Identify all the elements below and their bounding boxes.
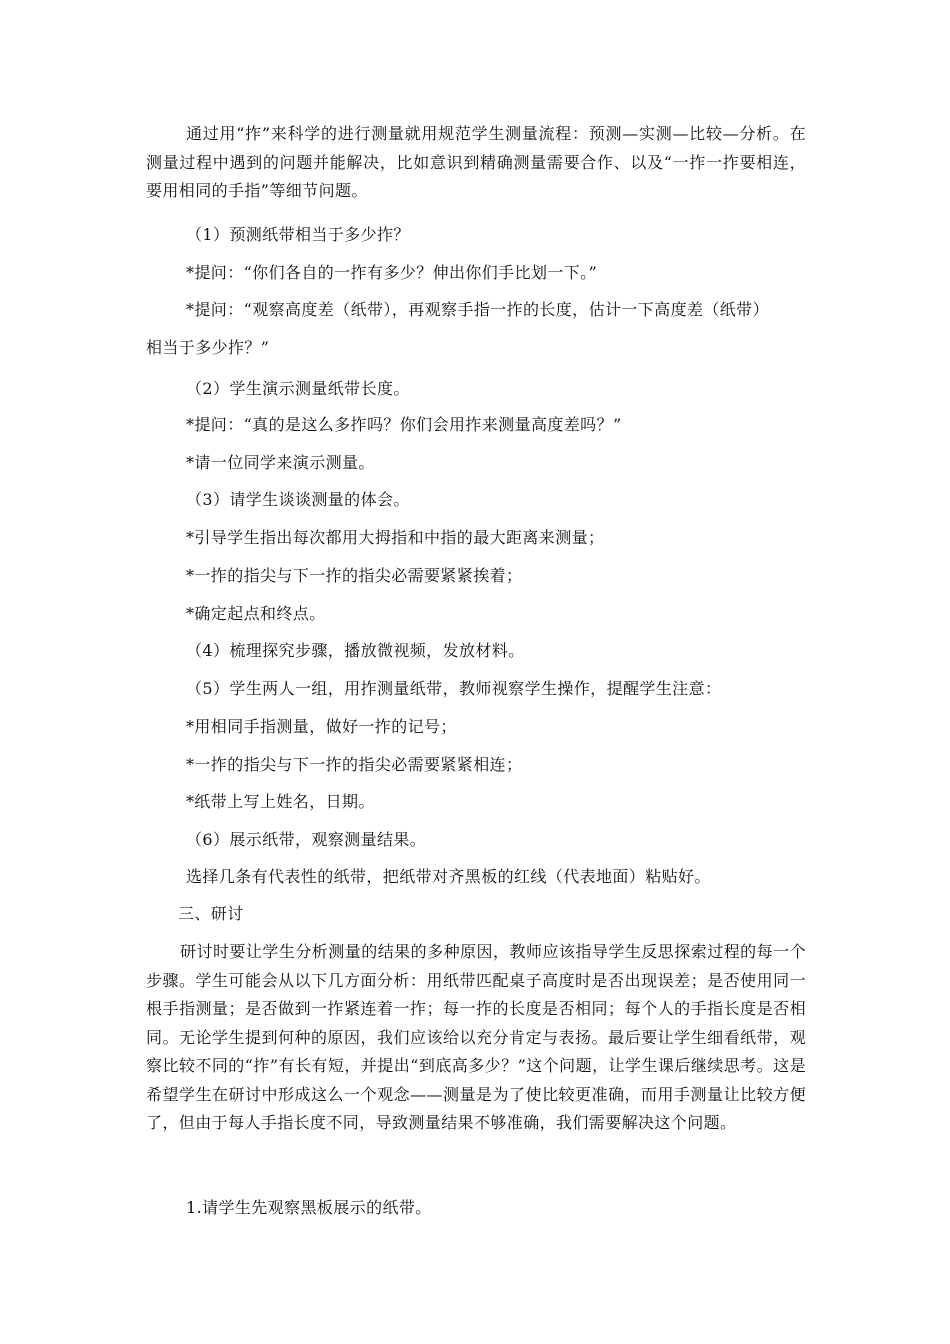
step-4: （4）梳理探究步骤，播放微视频，发放材料。 bbox=[186, 641, 525, 660]
section-3-heading: 三、研讨 bbox=[178, 904, 244, 923]
step-1: （1）预测纸带相当于多少拃？ bbox=[186, 225, 410, 244]
note-2: *一拃的指尖与下一拃的指尖必需要紧紧相连； bbox=[186, 755, 523, 774]
question-1: *提问：“你们各自的一拃有多少？伸出你们手比划一下。” bbox=[186, 263, 598, 282]
select-instruction: 选择几条有代表性的纸带，把纸带对齐黑板的红线（代表地面）粘贴好。 bbox=[186, 867, 711, 886]
note-1: *用相同手指测量，做好一拃的记号； bbox=[186, 717, 457, 736]
guide-1: *引导学生指出每次都用大拇指和中指的最大距离来测量； bbox=[186, 528, 605, 547]
demo-instruction: *请一位同学来演示测量。 bbox=[186, 453, 375, 472]
item-1: 1.请学生先观察黑板展示的纸带。 bbox=[186, 1198, 432, 1217]
question-3: *提问：“真的是这么多拃吗？你们会用拃来测量高度差吗？” bbox=[186, 415, 622, 434]
question-2-line-2: 相当于多少拃？” bbox=[146, 338, 270, 357]
step-2: （2）学生演示测量纸带长度。 bbox=[186, 379, 410, 398]
discussion-paragraph: 研讨时要让学生分析测量的结果的多种原因，教师应该指导学生反思探索过程的每一个步骤。学生可能会从以下几方面分析：用纸带匹配桌子高度时是否出现误差；是否使用同一根手指测量；是否做到一拃紧连着一拃；每一拃的长度是否相同；每个人的手指长度是否相同。无论学生提到何种的原因，我们应该给以充分肯定与表扬。最后要让学生细看纸带，观察比较不同的“拃”有长有短，并提出“到底高多少？”这个问题，让学生课后继续思考。这是希望学生在研讨中形成这么一个观念——测量是为了使比较更准确，而用手测量让比较方便了，但由于每人手指长度不同，导致测量结果不够准确，我们需要解决这个问题。 bbox=[146, 942, 806, 1132]
step-3: （3）请学生谈谈测量的体会。 bbox=[186, 490, 410, 509]
question-2-line-1: *提问：“观察高度差（纸带），再观察手指一拃的长度，估计一下高度差（纸带） bbox=[186, 300, 769, 319]
step-6: （6）展示纸带，观察测量结果。 bbox=[186, 830, 427, 849]
guide-3: *确定起点和终点。 bbox=[186, 604, 326, 623]
guide-2: *一拃的指尖与下一拃的指尖必需要紧紧挨着； bbox=[186, 566, 523, 585]
intro-paragraph: 通过用“拃”来科学的进行测量就用规范学生测量流程：预测—实测—比较—分析。在测量过程中遇到的问题并能解决，比如意识到精确测量需要合作、以及“一拃一拃要相连，要用相同的手指”等细节问题。 bbox=[146, 124, 806, 200]
step-5: （5）学生两人一组，用拃测量纸带，教师视察学生操作，提醒学生注意： bbox=[186, 679, 722, 698]
note-3: *纸带上写上姓名，日期。 bbox=[186, 792, 375, 811]
